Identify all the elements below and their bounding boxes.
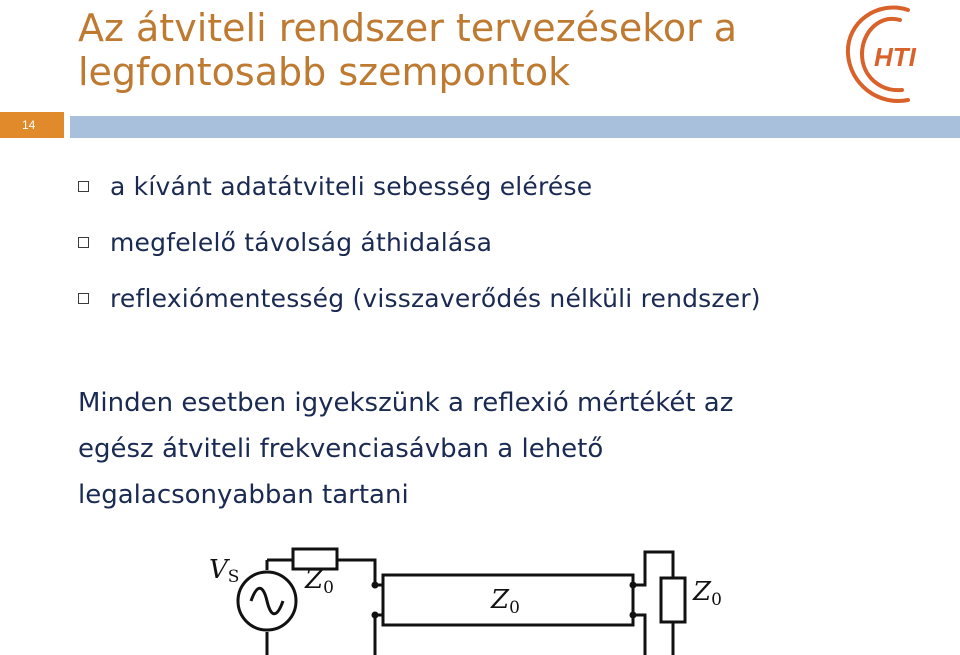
title-underline-bar	[70, 116, 960, 138]
bullet-item-speed	[78, 158, 761, 214]
hti-logo	[838, 2, 936, 108]
terminal-dot	[372, 582, 379, 589]
bullet-item-distance	[78, 214, 761, 270]
paragraph-line-2: egész átviteli frekvenciasávban a lehető	[78, 434, 604, 464]
terminal-dot	[630, 582, 637, 589]
slide-number: 14	[0, 112, 64, 138]
square-bullet-icon	[78, 293, 89, 304]
svg-text:HTI: HTI	[874, 42, 916, 72]
square-bullet-icon	[78, 181, 89, 192]
square-bullet-icon	[78, 237, 89, 248]
title-line-1: Az átviteli rendszer tervezésekor a	[78, 6, 738, 50]
paragraph-line-3: legalacsonyabban tartani	[78, 480, 409, 510]
series-impedance-label: Z0	[305, 565, 334, 598]
slide-title	[78, 6, 858, 94]
summary-paragraph	[78, 380, 878, 518]
bullet-list	[78, 158, 761, 326]
bullet-item-reflection	[78, 270, 761, 326]
transmission-line-circuit	[195, 540, 765, 655]
bullet-text: a kívánt adatátviteli sebesség elérése	[110, 171, 593, 201]
paragraph-line-1: Minden esetben igyekszünk a reflexió mértékét az	[78, 388, 734, 418]
load-resistor	[661, 578, 685, 622]
load-impedance-label: Z0	[693, 577, 722, 610]
bullet-text: megfelelő távolság áthidalása	[110, 227, 493, 257]
terminal-dot	[630, 612, 637, 619]
terminal-dot	[372, 612, 379, 619]
line-impedance-label: Z0	[491, 585, 520, 618]
bullet-text: reflexiómentesség (visszaverődés nélküli rendszer)	[110, 283, 761, 313]
source-label: VS	[209, 555, 240, 587]
title-line-2: legfontosabb szempontok	[78, 50, 571, 94]
